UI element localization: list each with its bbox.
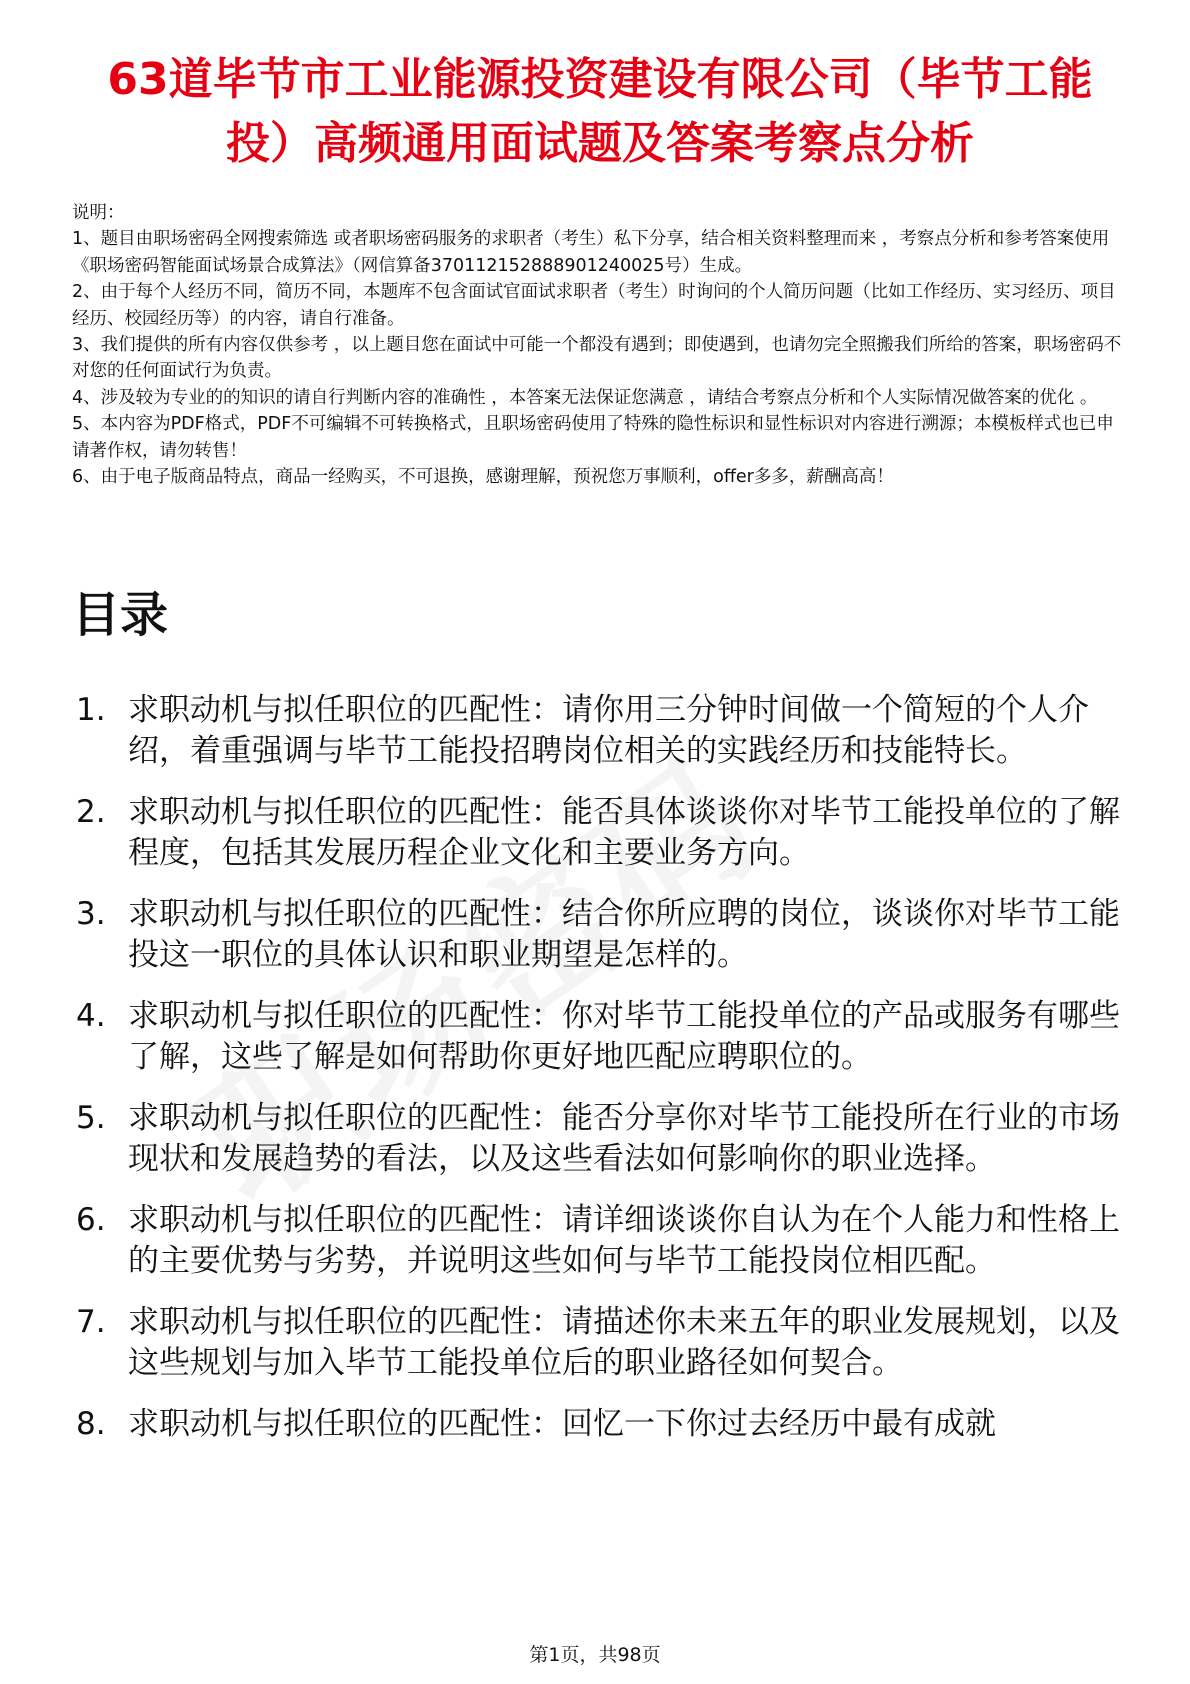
question-item bbox=[72, 1302, 1120, 1384]
question-text: 求职动机与拟任职位的匹配性：结合你所应聘的岗位，谈谈你对毕节工能投这一职位的具体认识和职业期望是怎样的。 bbox=[128, 896, 1120, 973]
question-number: 1. bbox=[76, 692, 106, 728]
page-number: 第1页，共98页 bbox=[529, 1644, 661, 1666]
question-number: 2. bbox=[76, 794, 106, 830]
question-number: 8. bbox=[76, 1406, 106, 1442]
instruction-line: 5、本内容为PDF格式，PDF不可编辑不可转换格式，且职场密码使用了特殊的隐性标识和显性标识对内容进行溯源；本模板样式也已申请著作权，请勿转售！ bbox=[72, 414, 1114, 461]
question-item bbox=[72, 1200, 1120, 1282]
question-text: 求职动机与拟任职位的匹配性：请你用三分钟时间做一个简短的个人介绍，着重强调与毕节工能投招聘岗位相关的实践经历和技能特长。 bbox=[128, 692, 1089, 769]
question-item bbox=[72, 690, 1120, 772]
document-title: 63道毕节市工业能源投资建设有限公司（毕节工能投）高频通用面试题及答案考察点分析 bbox=[107, 54, 1093, 169]
question-number: 7. bbox=[76, 1304, 106, 1340]
instruction-line: 1、题目由职场密码全网搜索筛选 或者职场密码服务的求职者（考生）私下分享，结合相关资料整理而来 ，考察点分析和参考答案使用《职场密码智能面试场景合成算法》（网信算备370112152888901240025号）生成。 bbox=[72, 229, 1110, 276]
question-list bbox=[72, 690, 1120, 1465]
question-item bbox=[72, 894, 1120, 976]
question-item bbox=[72, 792, 1120, 874]
question-item bbox=[72, 1404, 1120, 1445]
question-text: 求职动机与拟任职位的匹配性：能否分享你对毕节工能投所在行业的市场现状和发展趋势的看法，以及这些看法如何影响你的职业选择。 bbox=[128, 1100, 1120, 1177]
instruction-line: 4、涉及较为专业的的知识的请自行判断内容的准确性 ，本答案无法保证您满意 ，请结合考察点分析和个人实际情况做答案的优化 。 bbox=[72, 387, 1098, 408]
question-text: 求职动机与拟任职位的匹配性：请描述你未来五年的职业发展规划，以及这些规划与加入毕节工能投单位后的职业路径如何契合。 bbox=[128, 1304, 1120, 1381]
question-text: 求职动机与拟任职位的匹配性：请详细谈谈你自认为在个人能力和性格上的主要优势与劣势，并说明这些如何与毕节工能投岗位相匹配。 bbox=[128, 1202, 1120, 1279]
question-text: 求职动机与拟任职位的匹配性：回忆一下你过去经历中最有成就 bbox=[128, 1406, 996, 1442]
question-text: 求职动机与拟任职位的匹配性：能否具体谈谈你对毕节工能投单位的了解程度，包括其发展历程企业文化和主要业务方向。 bbox=[128, 794, 1120, 871]
instruction-line: 3、我们提供的所有内容仅供参考 ，以上题目您在面试中可能一个都没有遇到；即使遇到，也请勿完全照搬我们所给的答案，职场密码不对您的任何面试行为负责。 bbox=[72, 335, 1122, 382]
question-number: 6. bbox=[76, 1202, 106, 1238]
question-number: 5. bbox=[76, 1100, 106, 1136]
instruction-line: 6、由于电子版商品特点，商品一经购买，不可退换，感谢理解，预祝您万事顺利，offer多多，薪酬高高！ bbox=[72, 467, 894, 488]
question-number: 3. bbox=[76, 896, 106, 932]
question-item bbox=[72, 1098, 1120, 1180]
instruction-line: 说明： bbox=[72, 203, 125, 223]
question-item bbox=[72, 996, 1120, 1078]
instructions-block bbox=[72, 200, 1122, 490]
toc-heading: 目录 bbox=[72, 587, 169, 643]
question-text: 求职动机与拟任职位的匹配性：你对毕节工能投单位的产品或服务有哪些了解，这些了解是如何帮助你更好地匹配应聘职位的。 bbox=[128, 998, 1120, 1075]
instruction-line: 2、由于每个人经历不同，简历不同，本题库不包含面试官面试求职者（考生）时询问的个人简历问题（比如工作经历、实习经历、项目经历、校园经历等）的内容，请自行准备。 bbox=[72, 282, 1116, 329]
question-number: 4. bbox=[76, 998, 106, 1034]
